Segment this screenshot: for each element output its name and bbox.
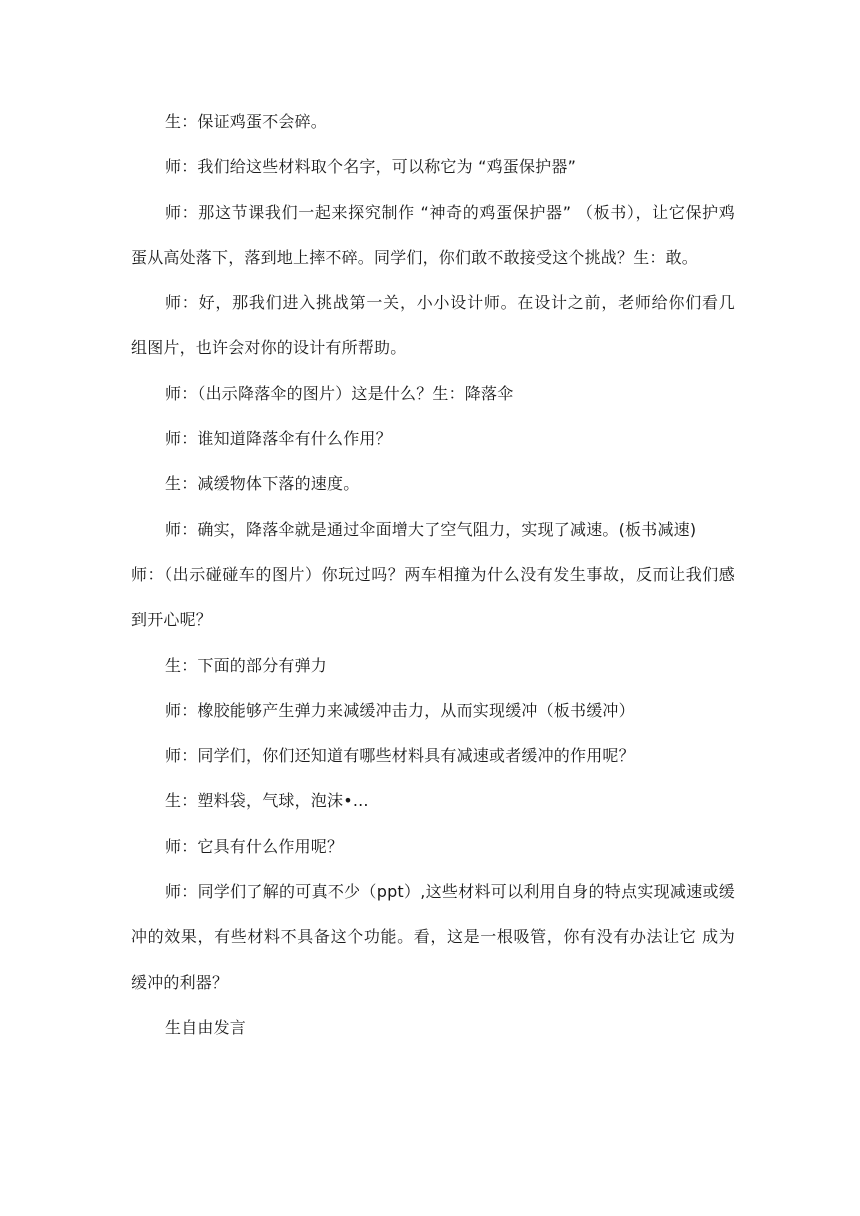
paragraph: 师：确实，降落伞就是通过伞面增大了空气阻力，实现了减速。(板书减速) <box>165 519 697 539</box>
paragraph: 生：减缓物体下落的速度。 <box>165 474 360 494</box>
paragraph: 师：谁知道降落伞有什么作用？ <box>165 429 392 449</box>
paragraph: 师：它具有什么作用呢？ <box>165 836 344 856</box>
paragraph: 师：（出示碰碰车的图片）你玩过吗？两车相撞为什么没有发生事故，反而让我们感到开心呢？ <box>131 564 735 630</box>
paragraph: 师：同学们，你们还知道有哪些材料具有减速或者缓冲的作用呢？ <box>165 746 635 766</box>
paragraph: 师：那这节课我们一起来探究制作 “神奇的鸡蛋保护器” （板书），让它保护鸡 蛋从高处落下，落到地上摔不碎。同学们，你们敢不敢接受这个挑战？生：敢。 <box>131 202 735 267</box>
paragraph: 生：保证鸡蛋不会碎。 <box>165 112 328 131</box>
paragraph: 生：下面的部分有弹力 <box>165 655 328 675</box>
paragraph: 生自由发言 <box>165 1017 247 1037</box>
paragraph: 师：好，那我们进入挑战第一关，小小设计师。在设计之前，老师给你们看几 组图片，也许会对你的设计有所帮助。 <box>131 293 735 358</box>
paragraph: 师：同学们了解的可真不少（ppt）,这些材料可以利用自身的特点实现减速或缓冲的效果，有些材料不具备这个功能。看，这是一根吸管，你有没有办法让它 成为缓冲的利器？ <box>131 882 735 992</box>
paragraph: 师：我们给这些材料取个名字，可以称它为 “鸡蛋保护器” <box>165 157 577 177</box>
paragraph: 师：（出示降落伞的图片）这是什么？生：降落伞 <box>165 383 514 403</box>
paragraph: 生：塑料袋，气球，泡沫•... <box>165 791 369 811</box>
paragraph: 师：橡胶能够产生弹力来减缓冲击力，从而实现缓冲（板书缓冲） <box>165 700 635 720</box>
document-body <box>131 99 735 1050</box>
